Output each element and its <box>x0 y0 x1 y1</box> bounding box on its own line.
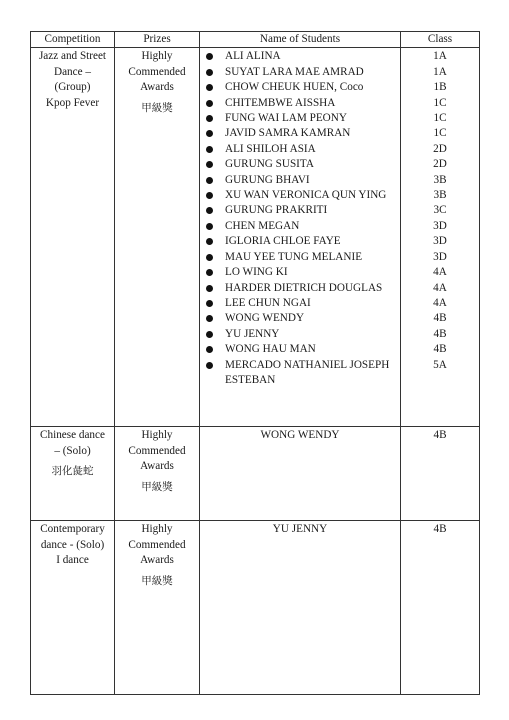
list-item <box>200 173 400 188</box>
prize-line: Highly <box>141 429 173 442</box>
competition-chinese: 羽化彘蛇 <box>51 465 94 478</box>
header-competition: Competition <box>31 32 115 48</box>
student-class: 1A <box>433 65 447 78</box>
student-class: 1C <box>433 127 447 140</box>
student-list <box>200 49 400 388</box>
prize-chinese: 甲級獎 <box>141 574 173 587</box>
table-row <box>31 521 480 695</box>
list-item <box>200 65 400 80</box>
student-class: 4B <box>433 312 447 325</box>
student-class: 4A <box>433 281 447 294</box>
competition-line: Dance – <box>54 65 91 78</box>
bullet-icon <box>206 177 213 184</box>
student-class: 3B <box>433 173 447 186</box>
student-class: 4B <box>401 427 480 521</box>
student-name: GURUNG BHAVI <box>225 173 310 186</box>
student-name: HARDER DIETRICH DOUGLAS <box>225 281 383 294</box>
bullet-icon <box>206 207 213 214</box>
list-item <box>200 80 400 95</box>
student-name: CHOW CHEUK HUEN, Coco <box>225 81 364 94</box>
student-class: 2D <box>433 142 447 155</box>
student-class: 3C <box>433 204 447 217</box>
student-name: MAU YEE TUNG MELANIE <box>225 250 363 263</box>
student-name: YU JENNY <box>200 521 401 695</box>
class-cell <box>401 48 480 427</box>
competition-cell <box>31 427 115 521</box>
prize-line: Commended <box>128 444 186 457</box>
bullet-icon <box>206 331 213 338</box>
student-name: YU JENNY <box>225 327 280 340</box>
header-class: Class <box>401 32 480 48</box>
awards-table <box>30 31 480 695</box>
table-row <box>31 427 480 521</box>
student-name: LEE CHUN NGAI <box>225 296 311 309</box>
bullet-icon <box>206 100 213 107</box>
bullet-icon <box>206 362 213 369</box>
student-name: GURUNG SUSITA <box>225 158 314 171</box>
student-class: 1A <box>433 50 447 63</box>
student-name: WONG WENDY <box>200 427 401 521</box>
prize-cell <box>115 427 200 521</box>
prize-line: Commended <box>128 538 186 551</box>
prize-cell <box>115 48 200 427</box>
student-name: ALI ALINA <box>225 50 281 63</box>
list-item <box>200 188 400 203</box>
competition-line: I dance <box>56 554 89 567</box>
bullet-icon <box>206 269 213 276</box>
bullet-icon <box>206 146 213 153</box>
prize-line: Awards <box>140 554 174 567</box>
bullet-icon <box>206 130 213 137</box>
student-class: 3B <box>433 189 447 202</box>
prize-line: Highly <box>141 523 173 536</box>
list-item <box>200 49 400 64</box>
student-class: 1C <box>433 112 447 125</box>
bullet-icon <box>206 69 213 76</box>
competition-line: Jazz and Street <box>38 50 107 63</box>
student-name: CHITEMBWE AISSHA <box>225 96 336 109</box>
competition-line: Chinese dance <box>40 429 105 442</box>
student-name: IGLORIA CHLOE FAYE <box>225 235 341 248</box>
student-name: WONG HAU MAN <box>225 343 316 356</box>
student-class: 5A <box>433 358 447 371</box>
competition-line: Kpop Fever <box>45 96 100 109</box>
list-item <box>200 265 400 280</box>
bullet-icon <box>206 115 213 122</box>
bullet-icon <box>206 300 213 307</box>
student-name: CHEN MEGAN <box>225 219 300 232</box>
competition-cell <box>31 521 115 695</box>
header-row <box>31 32 480 48</box>
prize-chinese: 甲級獎 <box>141 480 173 493</box>
student-class: 3D <box>433 219 447 232</box>
prize-line: Awards <box>140 460 174 473</box>
student-class: 3D <box>433 235 447 248</box>
student-class: 4B <box>433 343 447 356</box>
bullet-icon <box>206 238 213 245</box>
list-item <box>200 157 400 172</box>
competition-line: – (Solo) <box>54 444 91 457</box>
bullet-icon <box>206 254 213 261</box>
student-class: 4A <box>433 266 447 279</box>
prize-cell <box>115 521 200 695</box>
student-class: 1C <box>433 96 447 109</box>
student-name: GURUNG PRAKRITI <box>225 204 328 217</box>
list-item <box>200 234 400 249</box>
bullet-icon <box>206 192 213 199</box>
bullet-icon <box>206 346 213 353</box>
prize-line: Highly <box>141 50 173 63</box>
student-class: 4B <box>433 327 447 340</box>
student-name: XU WAN VERONICA QUN YING <box>225 189 387 202</box>
student-name: SUYAT LARA MAE AMRAD <box>225 65 364 78</box>
bullet-icon <box>206 285 213 292</box>
list-item <box>200 203 400 218</box>
student-class: 4A <box>433 296 447 309</box>
students-cell <box>200 48 401 427</box>
competition-cell <box>31 48 115 427</box>
list-item <box>200 96 400 111</box>
prize-line: Commended <box>128 65 186 78</box>
bullet-icon <box>206 161 213 168</box>
list-item <box>200 250 400 265</box>
list-item <box>200 142 400 157</box>
student-class: 2D <box>433 158 447 171</box>
list-item <box>200 327 400 342</box>
list-item <box>200 219 400 234</box>
header-prizes: Prizes <box>115 32 200 48</box>
student-name: FUNG WAI LAM PEONY <box>225 112 347 125</box>
student-name: JAVID SAMRA KAMRAN <box>225 127 351 140</box>
prize-chinese: 甲級獎 <box>141 101 173 114</box>
bullet-icon <box>206 223 213 230</box>
competition-line: Contemporary <box>40 523 105 536</box>
list-item <box>200 281 400 296</box>
student-name: WONG WENDY <box>225 312 305 325</box>
table-row <box>31 48 480 427</box>
student-class: 3D <box>433 250 447 263</box>
competition-line: dance - (Solo) <box>40 538 105 551</box>
student-name: LO WING KI <box>225 266 288 279</box>
list-item <box>200 296 400 311</box>
student-name: MERCADO NATHANIEL JOSEPH ESTEBAN <box>225 358 390 386</box>
bullet-icon <box>206 84 213 91</box>
prize-line: Awards <box>140 81 174 94</box>
header-students: Name of Students <box>200 32 401 48</box>
bullet-icon <box>206 53 213 60</box>
list-item <box>200 358 400 389</box>
student-name: ALI SHILOH ASIA <box>225 142 316 155</box>
bullet-icon <box>206 315 213 322</box>
list-item <box>200 311 400 326</box>
student-class: 4B <box>401 521 480 695</box>
student-class: 1B <box>433 81 447 94</box>
list-item <box>200 111 400 126</box>
list-item <box>200 342 400 357</box>
competition-line: (Group) <box>54 81 91 94</box>
list-item <box>200 126 400 141</box>
